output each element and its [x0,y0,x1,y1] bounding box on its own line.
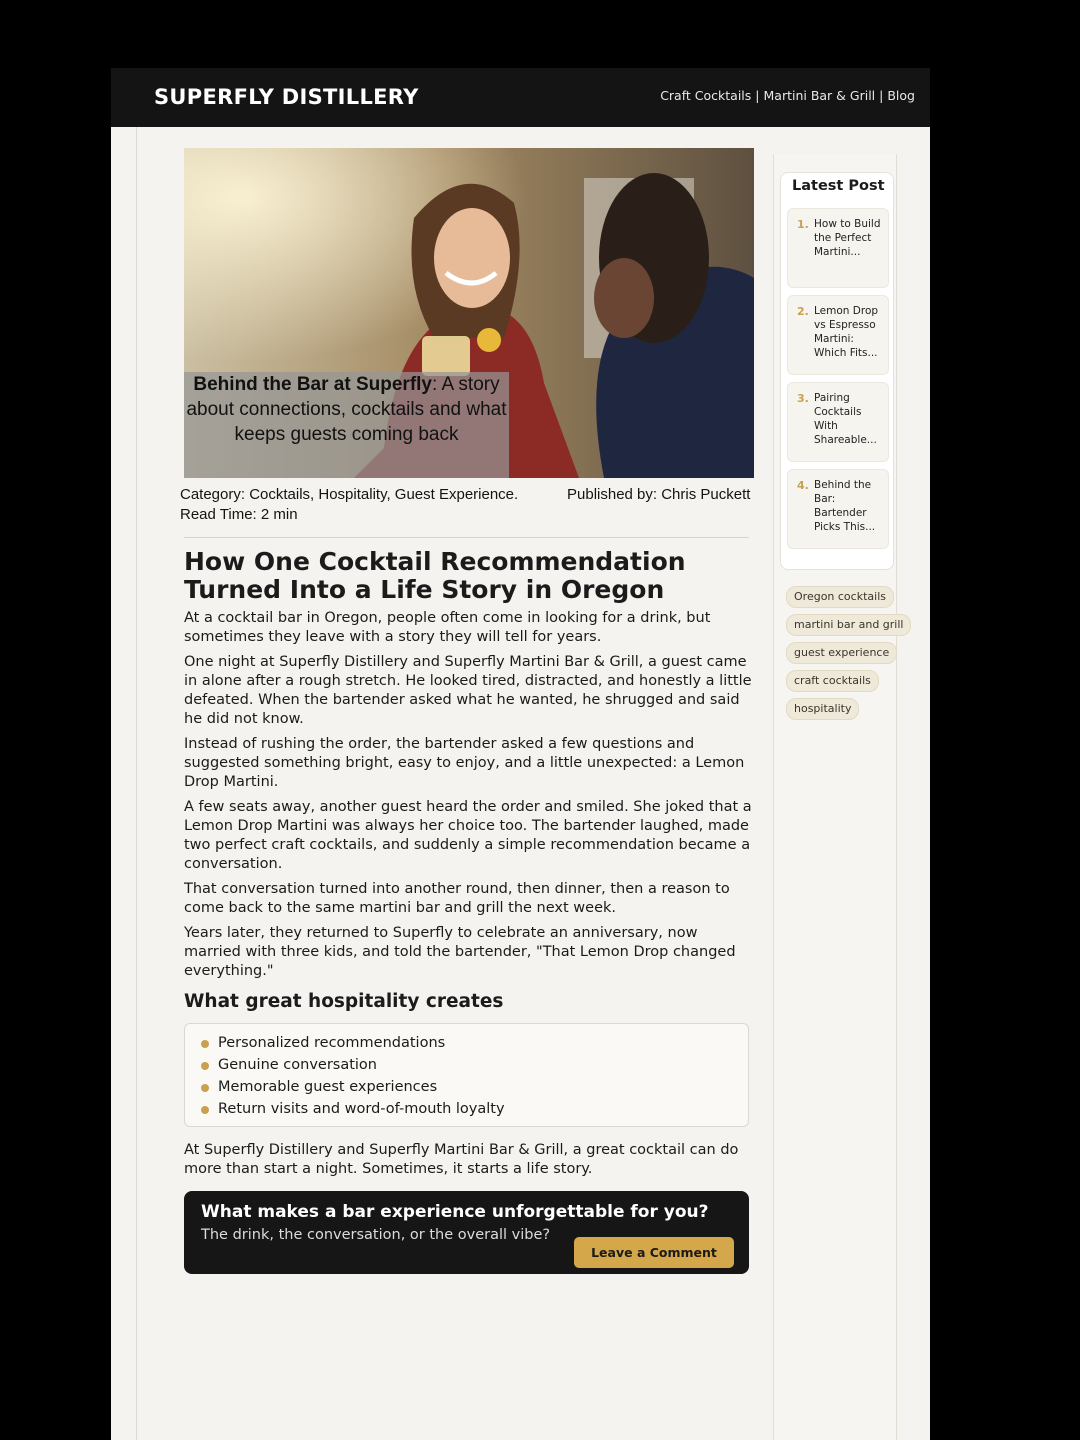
tag-craft-cocktails[interactable]: craft cocktails [786,670,879,692]
leave-comment-button[interactable]: Leave a Comment [574,1237,734,1268]
article-paragraph: One night at Superfly Distillery and Superfly Martini Bar & Grill, a guest came in alone after a rough stretch. He looked tired, distracted, and honestly a little defeated. When the bartender asked what he wanted, he shrugged and said he did not know. [184,654,752,727]
tag-guest-experience[interactable]: guest experience [786,642,897,664]
post-number: 3. [797,392,809,405]
latest-post-item[interactable] [787,382,889,462]
meta-category: Category: Cocktails, Hospitality, Guest Experience. [180,486,519,503]
highlight-item: Return visits and word-of-mouth loyalty [199,1098,734,1120]
article-paragraph: At a cocktail bar in Oregon, people often come in looking for a drink, but sometimes they leave with a story they will tell for years. [184,610,711,645]
meta-read-time: Read Time: 2 min [180,506,298,523]
article-paragraph: A few seats away, another guest heard the order and smiled. She joked that a Lemon Drop Martini was always her choice too. The bartender laughed, made two perfect craft cocktails, and suddenly a simple recommendation became a conversation. [184,799,752,872]
post-title: Pairing Cocktails With Shareable... [814,392,877,446]
latest-post-item[interactable] [787,469,889,549]
latest-post-item[interactable] [787,208,889,288]
site-container [111,68,930,1440]
left-divider [136,127,137,1440]
sidebar [773,154,904,1440]
hero-caption-bold: Behind the Bar at Superfly [193,374,432,395]
post-number: 2. [797,305,809,318]
nav-blog[interactable]: Blog [887,88,915,103]
latest-posts-title: Latest Post [792,178,885,194]
post-number: 4. [797,479,809,492]
post-title: How to Build the Perfect Martini... [814,218,881,258]
tag-hospitality[interactable]: hospitality [786,698,859,720]
article-paragraph: That conversation turned into another round, then dinner, then a reason to come back to the same martini bar and grill the next week. [184,881,730,916]
highlight-item: Genuine conversation [199,1054,734,1076]
nav-craft-cocktails[interactable]: Craft Cocktails [660,88,752,103]
latest-post-item[interactable] [787,295,889,375]
hero-image [184,148,754,478]
article-subheading: What great hospitality creates [184,991,504,1012]
hero-caption [184,372,509,478]
cta-question: What makes a bar experience unforgettable for you? [201,1202,709,1222]
cta-subtext: The drink, the conversation, or the overall vibe? [201,1227,551,1243]
article-closing: At Superfly Distillery and Superfly Martini Bar & Grill, a great cocktail can do more than start a night. Sometimes, it starts a life story. [184,1142,739,1177]
article-title: How One Cocktail Recommendation Turned Into a Life Story in Oregon [184,547,686,604]
highlight-item: Memorable guest experiences [199,1076,734,1098]
tag-martini-bar-and-grill[interactable]: martini bar and grill [786,614,911,636]
nav-martini-bar-grill[interactable]: Martini Bar & Grill [763,88,876,103]
article-paragraph: Instead of rushing the order, the bartender asked a few questions and suggested something bright, easy to enjoy, and a little unexpected: a Lemon Drop Martini. [184,736,745,790]
post-title: Lemon Drop vs Espresso Martini: Which Fits... [814,305,879,359]
highlights-box [184,1023,749,1127]
latest-posts-card [780,172,894,570]
tag-oregon-cocktails[interactable]: Oregon cocktails [786,586,894,608]
article-meta [180,485,770,525]
meta-published: Published by: Chris Puckett [567,486,751,503]
hero-caption-text: : A story about connections, cocktails and what keeps guests coming back [186,374,507,445]
post-number: 1. [797,218,809,231]
top-bar [111,68,930,127]
brand-logo[interactable]: SUPERFLY DISTILLERY [154,85,419,109]
top-nav: Craft Cocktails | Martini Bar & Grill | Blog [660,88,915,103]
post-title: Behind the Bar: Bartender Picks This... [814,479,876,533]
highlight-item: Personalized recommendations [199,1032,734,1054]
comment-cta [184,1191,749,1274]
meta-divider [184,537,749,538]
article-body [184,548,754,1185]
article-paragraph: Years later, they returned to Superfly to celebrate an anniversary, now married with three kids, and told the bartender, "That Lemon Drop changed everything." [184,925,736,979]
